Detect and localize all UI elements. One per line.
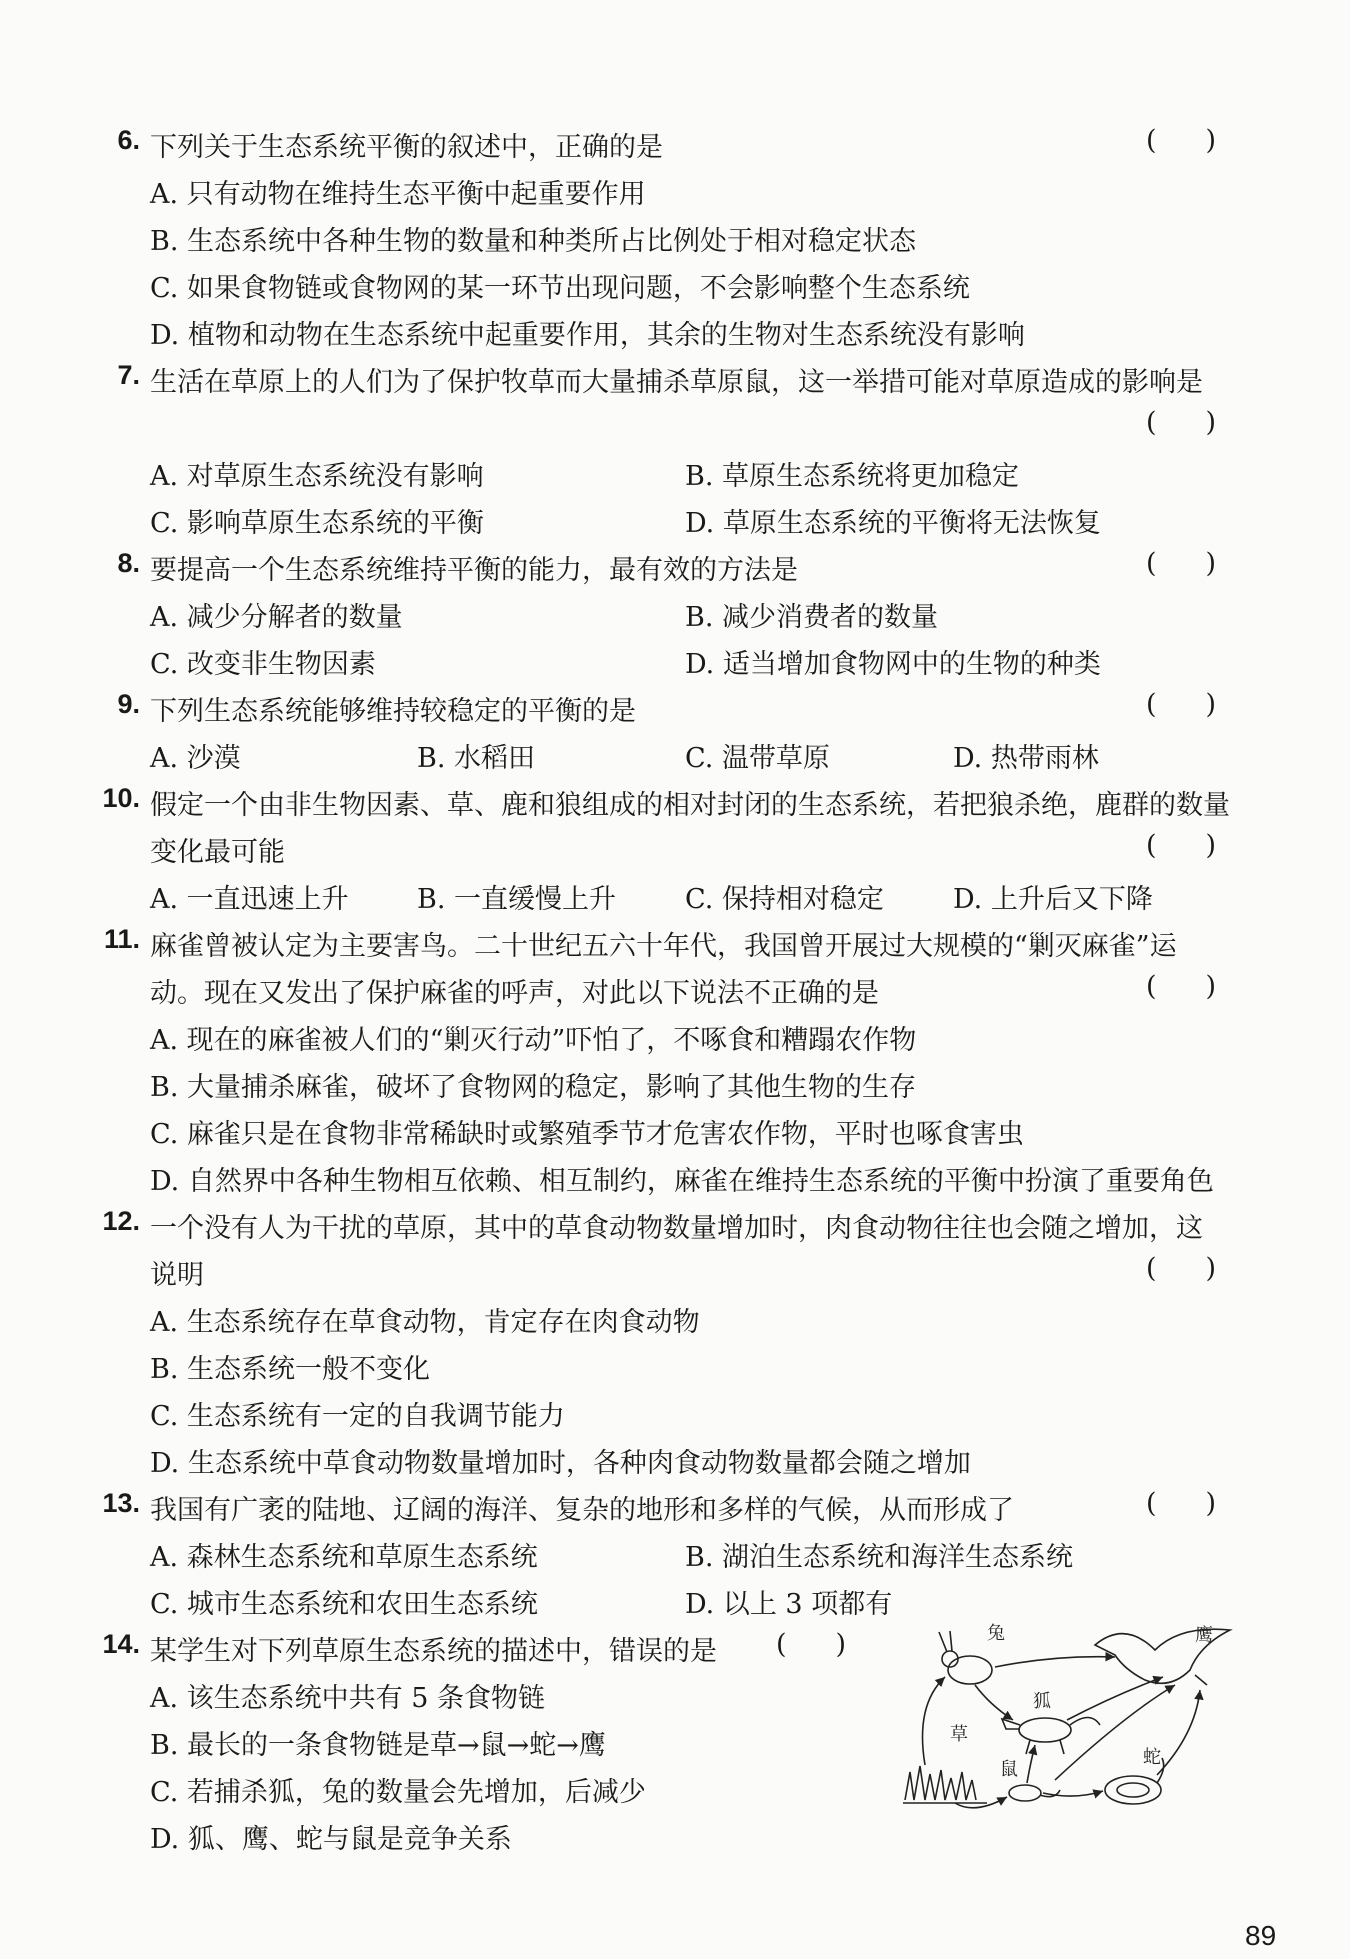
option-c: C. 麻雀只是在食物非常稀缺时或繁殖季节才危害农作物，平时也啄食害虫 bbox=[150, 1119, 1024, 1150]
option-d: D. 适当增加食物网中的生物的种类 bbox=[685, 649, 1101, 680]
question-stem: 某学生对下列草原生态系统的描述中，错误的是 bbox=[150, 1636, 717, 1667]
grass-icon bbox=[903, 1766, 987, 1803]
answer-paren: ( ) bbox=[1146, 971, 1216, 1002]
answer-paren: ( ) bbox=[1146, 689, 1216, 720]
question-stem: 假定一个由非生物因素、草、鹿和狼组成的相对封闭的生态系统，若把狼杀绝，鹿群的数量 bbox=[150, 790, 1230, 821]
option-d: D. 狐、鹰、蛇与鼠是竞争关系 bbox=[150, 1824, 512, 1855]
question-stem: 一个没有人为干扰的草原，其中的草食动物数量增加时，肉食动物往往也会随之增加，这 bbox=[150, 1213, 1203, 1244]
option-d: D. 上升后又下降 bbox=[953, 884, 1153, 915]
label-mouse: 鼠 bbox=[1000, 1759, 1018, 1780]
answer-paren: ( ) bbox=[1146, 407, 1216, 438]
answer-paren: ( ) bbox=[1146, 1253, 1216, 1284]
question-number: 8. bbox=[117, 548, 140, 578]
label-fox: 狐 bbox=[1033, 1691, 1051, 1712]
question-stem: 生活在草原上的人们为了保护牧草而大量捕杀草原鼠，这一举措可能对草原造成的影响是 bbox=[150, 367, 1203, 398]
question-stem-line2: 变化最可能 bbox=[150, 837, 285, 868]
option-b: B. 减少消费者的数量 bbox=[685, 602, 939, 633]
option-a: A. 减少分解者的数量 bbox=[150, 602, 403, 633]
question-stem-line2: 动。现在又发出了保护麻雀的呼声，对此以下说法不正确的是 bbox=[150, 978, 879, 1009]
option-c: C. 生态系统有一定的自我调节能力 bbox=[150, 1401, 565, 1432]
option-c: C. 温带草原 bbox=[685, 743, 830, 774]
option-d: D. 热带雨林 bbox=[953, 743, 1099, 774]
option-a: A. 对草原生态系统没有影响 bbox=[150, 461, 484, 492]
question-number: 11. bbox=[103, 924, 140, 954]
option-c: C. 改变非生物因素 bbox=[150, 649, 376, 680]
answer-paren: ( ) bbox=[1146, 830, 1216, 861]
label-rabbit: 兔 bbox=[987, 1623, 1005, 1644]
answer-paren: ( ) bbox=[776, 1629, 846, 1660]
option-d: D. 以上 3 项都有 bbox=[685, 1589, 893, 1620]
question-stem: 要提高一个生态系统维持平衡的能力，最有效的方法是 bbox=[150, 555, 798, 586]
option-a: A. 一直迅速上升 bbox=[150, 884, 349, 915]
option-c: C. 影响草原生态系统的平衡 bbox=[150, 508, 484, 539]
option-b: B. 最长的一条食物链是草→鼠→蛇→鹰 bbox=[150, 1730, 606, 1761]
question-stem: 麻雀曾被认定为主要害鸟。二十世纪五六十年代，我国曾开展过大规模的“剿灭麻雀”运 bbox=[150, 931, 1177, 962]
option-a: A. 生态系统存在草食动物，肯定存在肉食动物 bbox=[150, 1307, 700, 1338]
option-a: A. 沙漠 bbox=[150, 743, 241, 774]
option-a: A. 现在的麻雀被人们的“剿灭行动”吓怕了，不啄食和糟蹋农作物 bbox=[150, 1025, 917, 1056]
option-d: D. 自然界中各种生物相互依赖、相互制约，麻雀在维持生态系统的平衡中扮演了重要角色 bbox=[150, 1166, 1214, 1197]
page-number: 89 bbox=[1245, 1920, 1277, 1951]
option-a: A. 森林生态系统和草原生态系统 bbox=[150, 1542, 538, 1573]
option-b: B. 水稻田 bbox=[417, 743, 536, 774]
label-snake: 蛇 bbox=[1143, 1747, 1161, 1768]
option-b: B. 生态系统一般不变化 bbox=[150, 1354, 431, 1385]
option-a: A. 该生态系统中共有 5 条食物链 bbox=[150, 1683, 546, 1714]
question-stem: 我国有广袤的陆地、辽阔的海洋、复杂的地形和多样的气候，从而形成了 bbox=[150, 1495, 1014, 1526]
option-d: D. 生态系统中草食动物数量增加时，各种肉食动物数量都会随之增加 bbox=[150, 1448, 971, 1479]
answer-paren: ( ) bbox=[1146, 1488, 1216, 1519]
option-b: B. 生态系统中各种生物的数量和种类所占比例处于相对稳定状态 bbox=[150, 226, 917, 257]
question-number: 14. bbox=[102, 1629, 140, 1659]
mouse-icon bbox=[1009, 1785, 1060, 1801]
option-d: D. 植物和动物在生态系统中起重要作用，其余的生物对生态系统没有影响 bbox=[150, 320, 1025, 351]
answer-paren: ( ) bbox=[1146, 548, 1216, 579]
question-number: 7. bbox=[117, 360, 140, 390]
option-b: B. 草原生态系统将更加稳定 bbox=[685, 461, 1020, 492]
option-d: D. 草原生态系统的平衡将无法恢复 bbox=[685, 508, 1101, 539]
rabbit-icon bbox=[939, 1631, 992, 1684]
question-number: 12. bbox=[102, 1206, 140, 1236]
question-number: 9. bbox=[117, 689, 140, 719]
option-b: B. 大量捕杀麻雀，破坏了食物网的稳定，影响了其他生物的生存 bbox=[150, 1072, 917, 1103]
label-eagle: 鹰 bbox=[1195, 1625, 1213, 1646]
question-stem-line2: 说明 bbox=[150, 1260, 204, 1291]
question-number: 13. bbox=[102, 1488, 140, 1518]
fox-icon bbox=[1002, 1718, 1100, 1755]
question-stem: 下列生态系统能够维持较稳定的平衡的是 bbox=[150, 696, 636, 727]
question-number: 6. bbox=[117, 125, 140, 155]
option-b: B. 一直缓慢上升 bbox=[417, 884, 617, 915]
option-c: C. 如果食物链或食物网的某一环节出现问题，不会影响整个生态系统 bbox=[150, 273, 970, 304]
option-a: A. 只有动物在维持生态平衡中起重要作用 bbox=[150, 179, 646, 210]
question-number: 10. bbox=[102, 783, 140, 813]
option-c: C. 城市生态系统和农田生态系统 bbox=[150, 1589, 538, 1620]
option-c: C. 保持相对稳定 bbox=[685, 884, 884, 915]
answer-paren: ( ) bbox=[1146, 125, 1216, 156]
option-b: B. 湖泊生态系统和海洋生态系统 bbox=[685, 1542, 1074, 1573]
label-grass: 草 bbox=[950, 1724, 968, 1745]
food-web-diagram bbox=[895, 1615, 1235, 1825]
question-stem: 下列关于生态系统平衡的叙述中，正确的是 bbox=[150, 132, 663, 163]
option-c: C. 若捕杀狐，兔的数量会先增加，后减少 bbox=[150, 1777, 646, 1808]
